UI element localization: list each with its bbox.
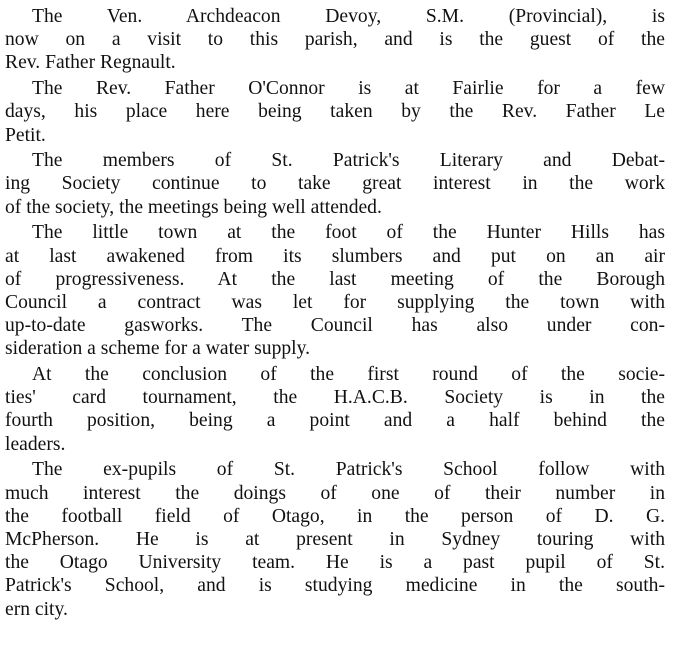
text-line: At the conclusion of the first round of the socie- [32,364,665,386]
paragraph-ex-pupils [5,458,665,620]
text-line: of progressiveness. At the last meeting of the Borough [5,268,665,290]
text-line: The members of St. Patrick's Literary and Debat- [32,150,665,172]
paragraph-literary-society [5,149,665,219]
paragraph-hunter-hills [5,221,665,360]
text-line: ties' card tournament, the H.A.C.B. Society is in the [5,387,665,409]
news-column [0,5,677,651]
text-line: McPherson. He is at present in Sydney touring with [5,528,665,550]
text-line: at last awakened from its slumbers and put on an air [5,245,665,267]
text-line: The Ven. Archdeacon Devoy, S.M. (Provincial), is [32,6,665,27]
text-line: of the society, the meetings being well attended. [5,196,382,218]
text-line: days, his place here being taken by the Rev. Father Le [5,101,665,123]
text-line: much interest the doings of one of their number in [5,482,665,504]
text-line: now on a visit to this parish, and is the guest of the [5,29,665,51]
text-line: Petit. [5,124,46,146]
paragraph-father-oconnor [5,77,665,147]
text-line: The Rev. Father O'Connor is at Fairlie for a few [32,78,665,100]
text-line: Rev. Father Regnault. [5,52,176,74]
text-line: Patrick's School, and is studying medicine in the south- [5,575,665,597]
text-line: up-to-date gasworks. The Council has also under con- [5,315,665,337]
paragraph-card-tournament [5,363,665,456]
text-line: the Otago University team. He is a past pupil of St. [5,552,665,574]
text-line: The ex-pupils of St. Patrick's School follow with [32,459,665,481]
text-line: sideration a scheme for a water supply. [5,338,311,360]
text-line: fourth position, being a point and a half behind the [5,410,665,432]
text-line: leaders. [5,433,66,455]
text-line: ing Society continue to take great interest in the work [5,173,665,195]
paragraph-archdeacon-visit [5,5,665,75]
text-line: the football field of Otago, in the person of D. G. [5,505,665,527]
text-line: Council a contract was let for supplying the town with [5,291,665,313]
text-line: ern city. [5,598,68,620]
text-line: The little town at the foot of the Hunter Hills has [32,222,665,244]
